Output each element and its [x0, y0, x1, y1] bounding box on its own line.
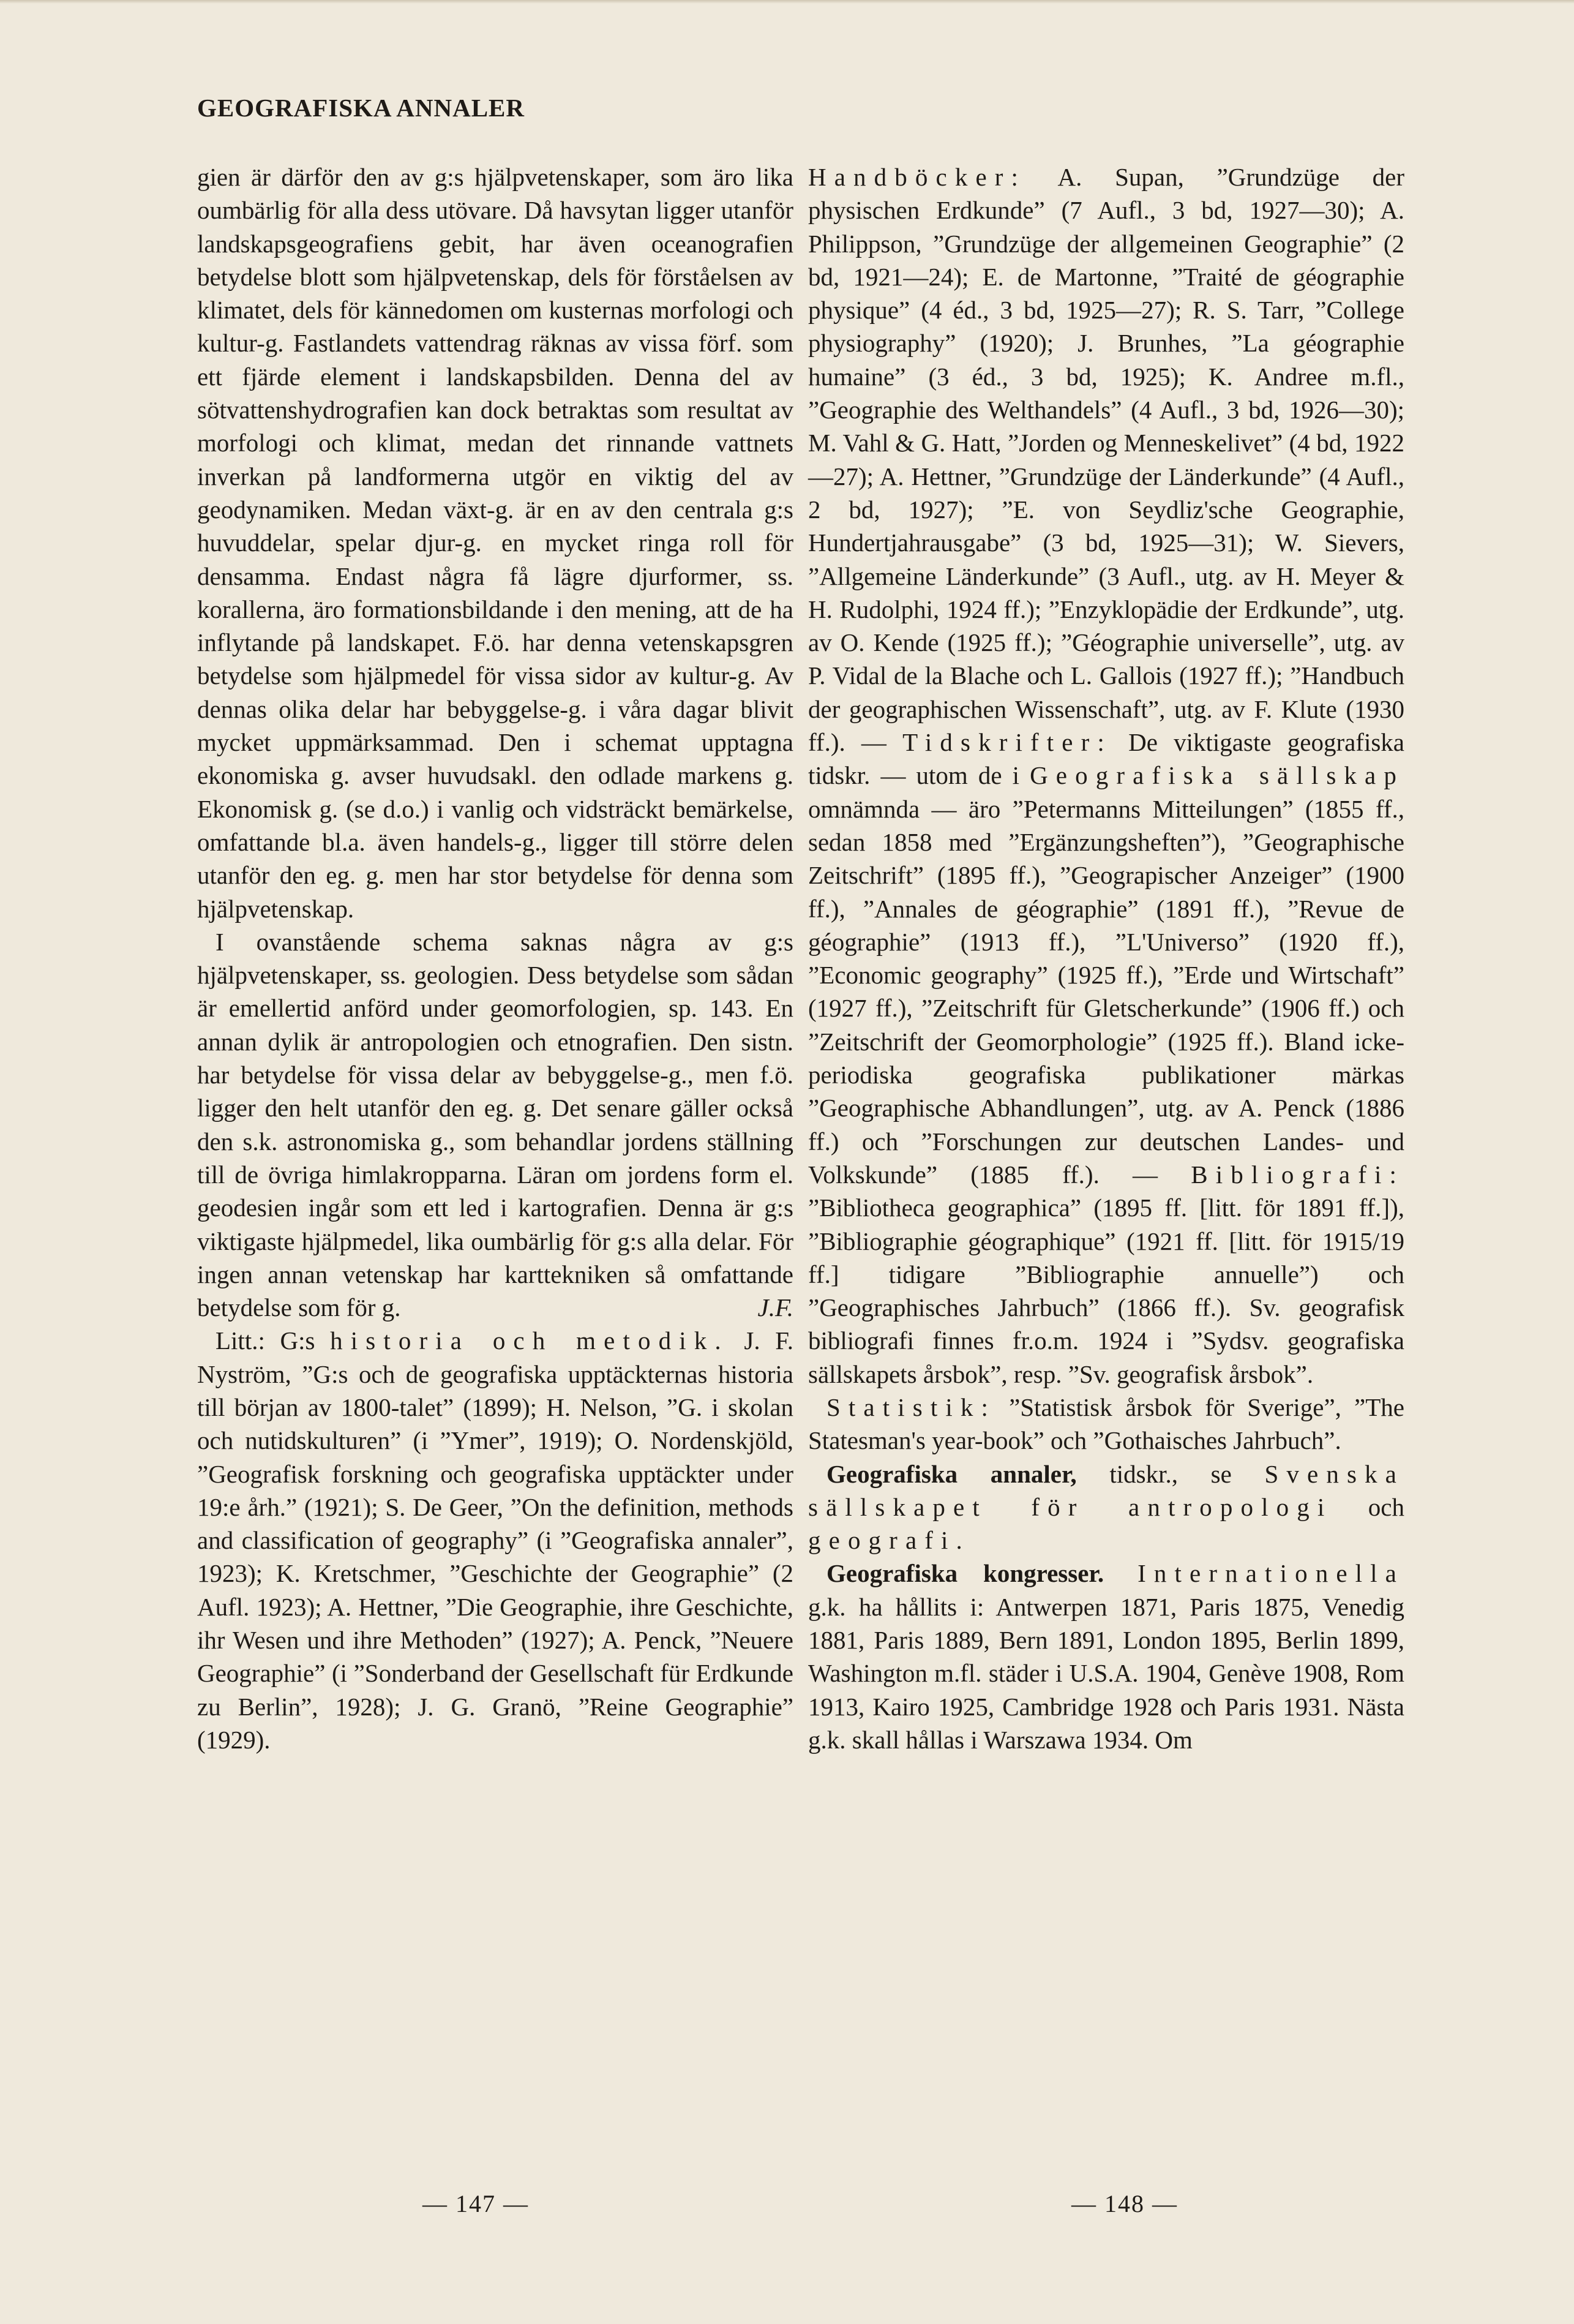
handbooks-heading: Handböcker:	[808, 163, 1027, 191]
paragraph-text: I ovanstående schema saknas några av g:s hjälpvetenskaper, ss. geologien. Dess betydelse som sådan är emellertid anförd under geomorfologien, sp. 143. En annan dylik är antropologien och etnografien. Den sistn. har betydelse för vissa delar av bebyggelse-g., men f.ö. ligger den helt utanför den eg. g. Det senare gäller också den s.k. astronomiska g., som behandlar jordens ställning till de övriga himlakropparna. Läran om jordens form el. geodesien ingår som ett led i kartografien. Denna är g:s viktigaste hjälpmedel, lika oumbärlig för g:s alla delar. För ingen annan vetenskap har karttekniken så omfattande betydelse som för g.	[197, 927, 793, 1322]
statistics-heading: Statistik:	[826, 1393, 997, 1421]
journals-text: De viktigaste geografiska tidskr. — utom de i	[808, 728, 1404, 790]
author-signature: J.F.	[757, 1293, 793, 1322]
paragraph-handbooks	[808, 160, 1404, 1391]
page-top-edge	[0, 0, 1574, 4]
page-number-right: — 148 —	[1071, 2190, 1178, 2217]
handbooks-text: A. Supan, ”Grundzüge der physischen Erdkunde” (7 Aufl., 3 bd, 1927—30); A. Philippson, ”Grundzüge der allgemeinen Geographie” (2 bd, 1921—24); E. de Martonne, ”Traité de géographie physique” (4 éd., 3 bd, 1925—27); R. S. Tarr, ”College physiography” (1920); J. Brunhes, ”La géographie humaine” (3 éd., 3 bd, 1925); K. Andree m.fl., ”Geographie des Welthandels” (4 Aufl., 3 bd, 1926—30); M. Vahl & G. Hatt, ”Jorden og Menneskelivet” (4 bd, 1922—27); A. Hettner, ”Grundzüge der Länderkunde” (4 Aufl., 2 bd, 1927); ”E. von Seydliz'sche Geographie, Hundertjahrausgabe” (3 bd, 1925—31); W. Sievers, ”Allgemeine Länderkunde” (3 Aufl., utg. av H. Meyer & H. Rudolphi, 1924 ff.); ”Enzyklopädie der Erdkunde”, utg. av O. Kende (1925 ff.); ”Géographie universelle”, utg. av P. Vidal de la Blache och L. Gallois (1927 ff.); ”Handbuch der geographischen Wissenschaft”, utg. av F. Klute (1930 ff.). —	[808, 163, 1404, 757]
paragraph-missing-sciences	[197, 925, 793, 1325]
page-number-left: — 147 —	[422, 2190, 529, 2217]
right-column	[808, 160, 1404, 1756]
literature-text: J. F. Nyström, ”G:s och de geografiska upptäckternas historia till början av 1800-talet” (1899); H. Nelson, ”G. i skolan och nutidskulturen” (i ”Ymer”, 1919); O. Nordenskjöld, ”Geografisk forskning och geografiska upptäckter under 19:e årh.” (1921); S. De Geer, ”On the definition, methods and classification of geography” (i ”Geografiska annaler”, 1923); K. Kretschmer, ”Geschichte der Geographie” (2 Aufl. 1923); A. Hettner, ”Die Geographie, ihre Geschichte, ihr Wesen und ihre Methoden” (1927); A. Penck, ”Neuere Geographie” (i ”Sonderband der Gesellschaft für Erdkunde zu Berlin”, 1928); J. G. Granö, ”Reine Geographie” (1929).	[197, 1326, 793, 1754]
entry-headword: Geografiska annaler,	[826, 1459, 1077, 1488]
entry-spaced-term: Internationella	[1104, 1559, 1404, 1588]
entry-geografiska-kongresser	[808, 1557, 1404, 1756]
paragraph-auxiliary-sciences	[197, 160, 793, 925]
journals-heading: Tidskrifter:	[902, 728, 1112, 757]
literature-lead: Litt.: G:s	[215, 1326, 331, 1355]
entry-text: tidskr., se	[1076, 1459, 1265, 1488]
paragraph-text: gien är därför den av g:s hjälpvetenskaper, som äro lika oumbärlig för alla dess utövare. Då havsytan ligger utanför landskapsgeografiens gebit, har även oceanografien betydelse blott som hjälpvetenskap, dels för förståelsen av klimatet, dels för kännedomen om kusternas morfologi och kultur-g. Fastlandets vattendrag räknas av vissa förf. som ett fjärde element i landskapsbilden. Denna del av sötvattenshydrografien kan dock betraktas som resultat av morfologi och klimat, medan det rinnande vattnets inverkan på landformerna utgör en viktig del av geodynamiken. Medan växt-g. är en av den centrala g:s huvuddelar, spelar djur-g. en mycket ringa roll för densamma. Endast några få lägre djurformer, ss. korallerna, äro formationsbildande i den mening, att de ha inflytande på landskapet. F.ö. har denna vetenskapsgren betydelse som hjälpmedel för vissa sidor av kultur-g. Av dennas olika delar har bebyggelse-g. i våra dagar blivit mycket uppmärksammad. Den i schemat upptagna ekonomiska g. avser huvudsakl. den odlade markens g. Ekonomisk g. (se d.o.) i vanlig och vidsträckt bemärkelse, omfattande bl.a. även handels-g., ligger till större delen utanför den eg. g. men har stor betydelse för denna som hjälpvetenskap.	[197, 163, 793, 923]
left-column	[197, 160, 793, 1756]
literature-heading: historia och metodik.	[330, 1326, 729, 1355]
societies-reference: Geografiska sällskap	[1030, 761, 1404, 790]
running-title: GEOGRAFISKA ANNALER	[197, 94, 525, 122]
cross-reference: Svenska sällskapet för antropologi	[808, 1459, 1404, 1521]
entry-text: g.k. ha hållits i: Antwerpen 1871, Paris 1875, Venedig 1881, Paris 1889, Bern 1891, London 1895, Berlin 1899, Washington m.fl. städer i U.S.A. 1904, Genève 1908, Rom 1913, Kairo 1925, Cambridge 1928 och Paris 1931. Nästa g.k. skall hållas i Warszawa 1934. Om	[808, 1592, 1404, 1754]
statistics-text: ”Statistisk årsbok för Sverige”, ”The Statesman's year-book” och ”Gothaisches Jahrbuch”.	[808, 1393, 1404, 1455]
entry-geografiska-annaler	[808, 1457, 1404, 1557]
bibliography-text: ”Bibliotheca geographica” (1895 ff. [litt. för 1891 ff.]), ”Bibliographie géographique” (1921 ff. [litt. för 1915/19 ff.] tidigare ”Bibliographie annuelle”) och ”Geographisches Jahrbuch” (1866 ff.). Sv. geografisk bibliografi finnes fr.o.m. 1924 i ”Sydsv. geografiska sällskapets årsbok”, resp. ”Sv. geografisk årsbok”.	[808, 1194, 1404, 1388]
paragraph-statistics	[808, 1391, 1404, 1457]
entry-headword: Geografiska kongresser.	[826, 1559, 1104, 1588]
cross-reference: geografi.	[808, 1526, 970, 1555]
paragraph-literature	[197, 1324, 793, 1756]
bibliography-heading: Bibliografi:	[1191, 1160, 1404, 1189]
journals-list-text: omnämnda — äro ”Petermanns Mitteilungen” (1855 ff., sedan 1858 med ”Ergänzungsheften”), ”Geographische Zeitschrift” (1895 ff.), ”Geograpischer Anzeiger” (1900 ff.), ”Annales de géographie” (1891 ff.), ”Revue de géographie” (1913 ff.), ”L'Universo” (1920 ff.), ”Economic geography” (1925 ff.), ”Erde und Wirtschaft” (1927 ff.), ”Zeitschrift für Gletscherkunde” (1906 ff.) och ”Zeitschrift der Geomorphologie” (1925 ff.). Bland icke-periodiska geografiska publikationer märkas ”Geographische Abhandlungen”, utg. av A. Penck (1886 ff.) och ”Forschungen zur deutschen Landes- und Volkskunde” (1885 ff.). —	[808, 794, 1404, 1189]
entry-text: och	[1332, 1492, 1404, 1521]
